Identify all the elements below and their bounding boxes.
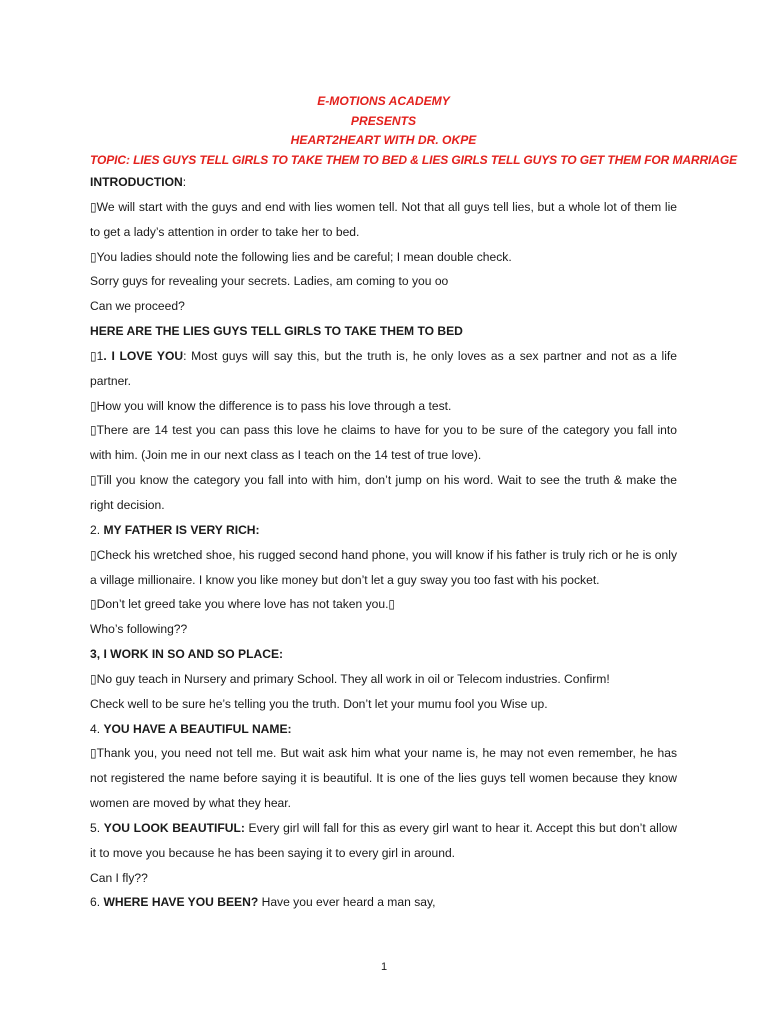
intro-paragraph-4: Can we proceed? xyxy=(90,299,185,314)
intro-paragraph-3: Sorry guys for revealing your secrets. Ladies, am coming to you oo xyxy=(90,274,449,289)
lie-4-title: YOU HAVE A BEAUTIFUL NAME: xyxy=(103,721,292,736)
lie-3-title: 3, I WORK IN SO AND SO PLACE: xyxy=(90,647,284,662)
lie-5-prefix: 5. xyxy=(90,820,104,835)
lie-5-title: YOU LOOK BEAUTIFUL: xyxy=(103,820,245,835)
lies-section-heading-text: HERE ARE THE LIES GUYS TELL GIRLS TO TAKE THEM TO BED xyxy=(90,324,463,339)
intro-heading xyxy=(90,170,677,195)
lie-6-title: WHERE HAVE YOU BEEN? xyxy=(103,895,259,910)
lie-2-title: MY FATHER IS VERY RICH: xyxy=(103,522,260,537)
page-number: 1 xyxy=(380,961,388,973)
presents-line: PRESENTS xyxy=(350,113,417,128)
intro-paragraph-2: ▯You ladies should note the following lies and be careful; I mean double check. xyxy=(90,249,512,264)
document-header xyxy=(90,92,737,170)
lie-1-paragraph-3: ▯There are 14 test you can pass this love he claims to have for you to be sure of the category you fall into with him. (Join me in our next class as I teach on the 14 test of true love). xyxy=(90,423,677,463)
lie-5-paragraph xyxy=(90,816,677,866)
lie-6-prefix: 6. xyxy=(90,895,104,910)
lie-2-prefix: 2. xyxy=(90,522,104,537)
lie-6-paragraph xyxy=(90,890,677,915)
lie-6-text: Have you ever heard a man say, xyxy=(258,895,436,910)
lies-section-heading xyxy=(90,319,677,344)
program-title: HEART2HEART WITH DR. OKPE xyxy=(290,133,477,147)
lie-1-paragraph xyxy=(90,344,677,394)
lie-1-prefix: ▯1 xyxy=(90,348,104,363)
lie-1-text: : Most guys will say this, but the truth is, he only loves as a sex partner and not as a life partner. xyxy=(90,348,678,388)
lie-4-prefix: 4. xyxy=(90,721,104,736)
document-page xyxy=(90,92,737,915)
lie-4-heading xyxy=(90,717,677,742)
lie-1-paragraph-2: ▯How you will know the difference is to pass his love through a test. xyxy=(90,398,452,413)
intro-heading-text: INTRODUCTION xyxy=(90,175,183,189)
lie-3-paragraph-1: ▯No guy teach in Nursery and primary School. They all work in oil or Telecom industries. Confirm! xyxy=(90,671,610,686)
topic-title: TOPIC: LIES GUYS TELL GIRLS TO TAKE THEM TO BED & LIES GIRLS TELL GUYS TO GET THEM FOR MARRIAGE xyxy=(90,152,737,167)
intro-heading-colon: : xyxy=(182,175,187,189)
lie-5-paragraph-2: Can I fly?? xyxy=(90,870,148,885)
lie-2-paragraph-3: Who’s following?? xyxy=(90,622,188,637)
lie-2-heading xyxy=(90,518,677,543)
lie-4-paragraph-1: ▯Thank you, you need not tell me. But wait ask him what your name is, he may not even remember, he has not registered the name before saying it is beautiful. It is one of the lies guys tell women because they know women are moved by what they hear. xyxy=(90,746,677,811)
lie-2-paragraph-1: ▯Check his wretched shoe, his rugged second hand phone, you will know if his father is truly rich or he is only a village millionaire. I know you like money but don’t let a guy sway you too fast with his pocket. xyxy=(90,547,677,587)
lie-1-paragraph-4: ▯Till you know the category you fall into with him, don’t jump on his word. Wait to see the truth & make the right decision. xyxy=(90,473,677,512)
lie-3-paragraph-2: Check well to be sure he’s telling you the truth. Don’t let your mumu fool you Wise up. xyxy=(90,696,548,711)
intro-paragraph-1: ▯We will start with the guys and end with lies women tell. Not that all guys tell lies, but a whole lot of them lie to get a lady’s attention in order to take her to bed. xyxy=(90,199,677,239)
lie-1-title: . I LOVE YOU xyxy=(103,348,184,363)
lie-3-heading xyxy=(90,642,677,667)
lie-2-paragraph-2: ▯Don’t let greed take you where love has not taken you.▯ xyxy=(90,597,396,612)
lie-5-text: Every girl will fall for this as every girl want to hear it. Accept this but don’t allow it to move you because he has been saying it to every girl in around. xyxy=(90,820,677,860)
academy-title: E-MOTIONS ACADEMY xyxy=(317,94,450,108)
